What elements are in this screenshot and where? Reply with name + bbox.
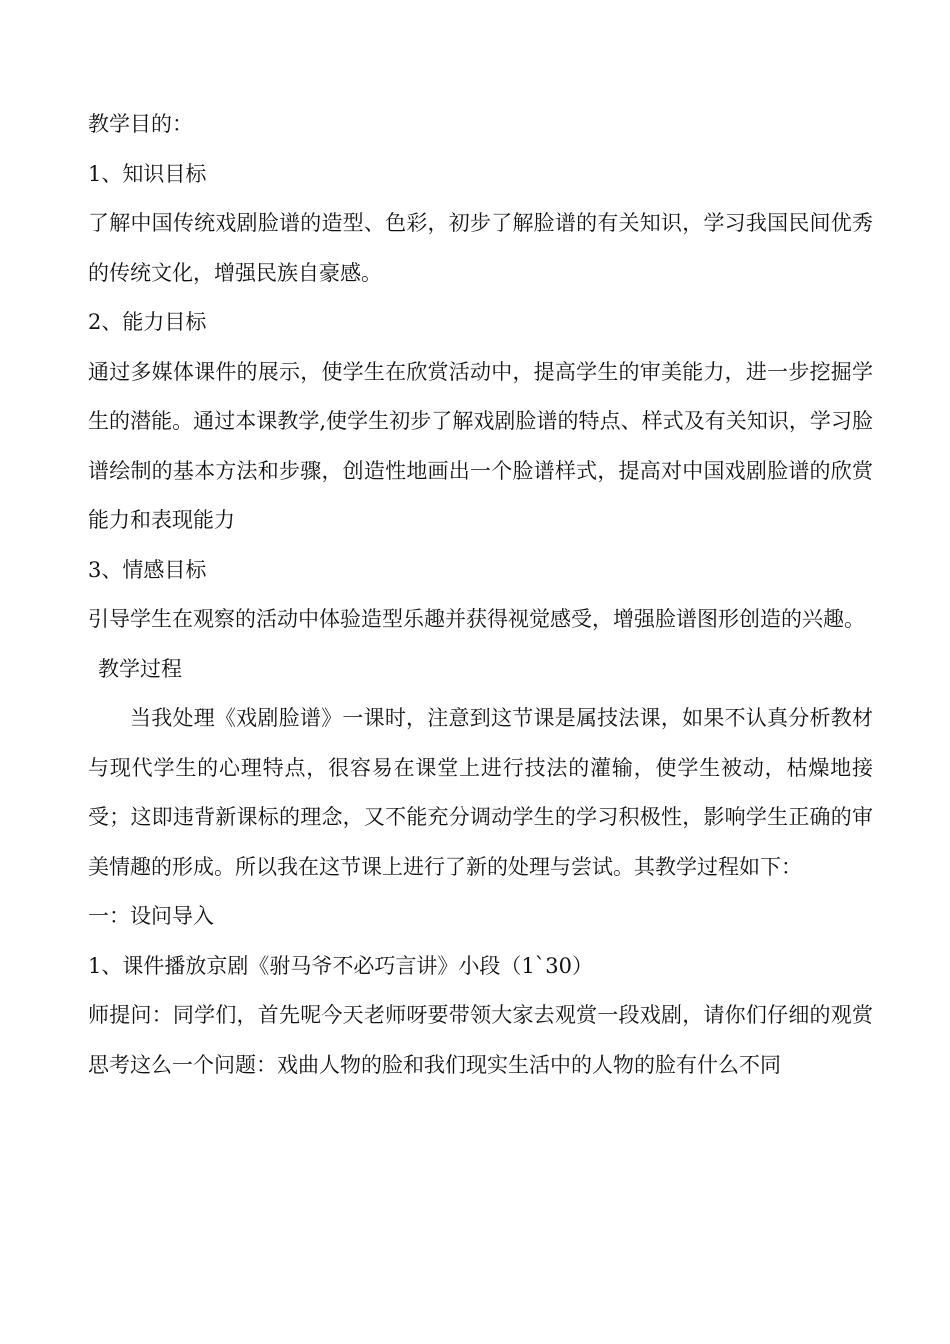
paragraph-teacher-question: 师提问：同学们，首先呢今天老师呀要带领大家去观赏一段戏剧，请你们仔细的观赏思考这么一个问题：戏曲人物的脸和我们现实生活中的人物的脸有什么不同 — [88, 1003, 873, 1077]
paragraph-courseware-playback: 1、课件播放京剧《驸马爷不必巧言讲》小段（1`30） — [88, 953, 593, 978]
subheading-knowledge-objective: 1、知识目标 — [88, 161, 207, 186]
paragraph-emotion-objective: 引导学生在观察的活动中体验造型乐趣并获得视觉感受，增强脸谱图形创造的兴趣。 — [88, 607, 865, 631]
paragraph-teaching-process-intro: 当我处理《戏剧脸谱》一课时，注意到这节课是属技法课，如果不认真分析教材与现代学生的心理特点，很容易在课堂上进行技法的灌输，使学生被动，枯燥地接受；这即违背新课标的理念，又不能充分调动学生的学习积极性，影响学生正确的审美情趣的形成。所以我在这节课上进行了新的处理与尝试。其教学过程如下： — [88, 706, 873, 879]
paragraph-knowledge-objective: 了解中国传统戏剧脸谱的造型、色彩，初步了解脸谱的有关知识，学习我国民间优秀的传统文化，增强民族自豪感。 — [88, 211, 873, 285]
heading-teaching-process: 教学过程 — [98, 656, 182, 681]
subheading-question-introduction: 一：设问导入 — [88, 904, 214, 928]
paragraph-ability-objective: 通过多媒体课件的展示，使学生在欣赏活动中，提高学生的审美能力，进一步挖掘学生的潜能。通过本课教学,使学生初步了解戏剧脸谱的特点、样式及有关知识，学习脸谱绘制的基本方法和步骤，创造性地画出一个脸谱样式，提高对中国戏剧脸谱的欣赏能力和表现能力 — [88, 359, 873, 532]
heading-teaching-objectives: 教学目的： — [88, 112, 193, 136]
subheading-ability-objective: 2、能力目标 — [88, 310, 207, 334]
document-body — [88, 100, 873, 1090]
subheading-emotion-objective: 3、情感目标 — [88, 557, 207, 582]
